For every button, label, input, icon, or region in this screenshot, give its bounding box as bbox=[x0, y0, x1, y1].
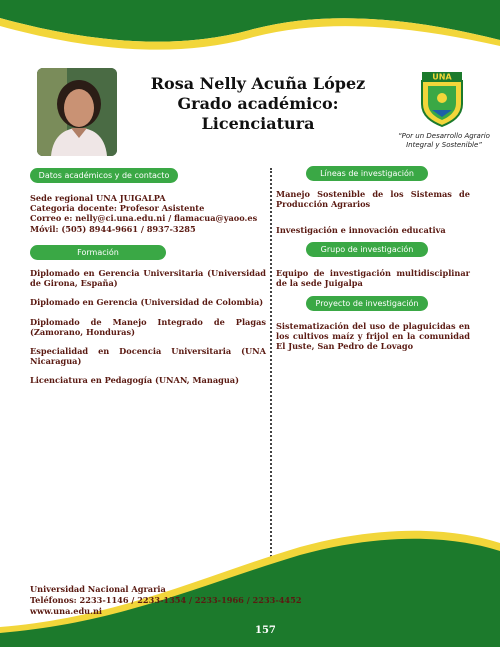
profile-name: Rosa Nelly Acuña López bbox=[150, 74, 366, 93]
contact-line: Móvil: (505) 8944-9661 / 8937-3285 bbox=[30, 223, 196, 234]
formacion-item: Diplomado de Manejo Integrado de Plagas (Zamorano, Honduras) bbox=[30, 316, 266, 337]
formacion-item: Licenciatura en Pedagogía (UNAN, Managua) bbox=[30, 375, 239, 386]
grupo-item: Equipo de investigación multidisciplinar de la sede Juigalpa bbox=[276, 268, 470, 289]
lineas-item: Manejo Sostenible de los Sistemas de Producción Agrarios bbox=[276, 189, 470, 210]
lineas-item: Investigación e innovación educativa bbox=[276, 225, 446, 236]
university-logo bbox=[416, 70, 468, 128]
formacion-item: Diplomado en Gerencia Universitaria (Universidad de Girona, España) bbox=[30, 268, 266, 289]
footer-institution: Universidad Nacional Agraria bbox=[30, 584, 166, 594]
motto-line-1: “Por un Desarrollo Agrario bbox=[398, 132, 490, 140]
formacion-section-title: Formación bbox=[30, 245, 166, 260]
formacion-list bbox=[30, 268, 266, 386]
contact-line: Correo e: nelly@ci.una.edu.ni / flamacua@yaoo.es bbox=[30, 213, 258, 224]
top-wave-decoration bbox=[0, 0, 500, 70]
profile-degree: Grado académico: Licenciatura bbox=[177, 94, 339, 133]
grupo-list bbox=[276, 268, 470, 288]
contact-line: Categoria docente: Profesor Asistente bbox=[30, 203, 205, 214]
university-motto bbox=[390, 132, 498, 150]
footer-phones: Teléfonos: 2233-1146 / 2233-1354 / 2233-1966 / 2233-4452 bbox=[30, 595, 302, 606]
formacion-item: Diplomado en Gerencia (Universidad de Colombia) bbox=[30, 297, 264, 308]
proyecto-list bbox=[276, 321, 470, 352]
lineas-list bbox=[276, 189, 470, 236]
contact-line: Sede regional UNA JUIGALPA bbox=[30, 193, 166, 203]
logo-text: UNA bbox=[432, 72, 452, 82]
profile-header bbox=[128, 74, 388, 134]
formacion-item: Especialidad en Docencia Universitaria (UNA Nicaragua) bbox=[30, 346, 266, 367]
bottom-wave-decoration bbox=[0, 517, 500, 647]
proyecto-section-title: Proyecto de investigación bbox=[306, 296, 428, 311]
contact-section-title: Datos académicos y de contacto bbox=[30, 168, 178, 183]
lineas-section-title: Líneas de investigación bbox=[306, 166, 428, 181]
profile-photo bbox=[37, 68, 117, 156]
motto-line-2: Integral y Sostenible” bbox=[406, 141, 482, 149]
footer bbox=[30, 584, 302, 618]
footer-website: www.una.edu.ni bbox=[30, 606, 103, 617]
grupo-section-title: Grupo de investigación bbox=[306, 242, 428, 257]
contact-details bbox=[30, 193, 266, 234]
page-number: 157 bbox=[255, 625, 276, 636]
proyecto-item: Sistematización del uso de plaguicidas en los cultivos maíz y frijol en la comunidad El Juste, San Pedro de Lovago bbox=[276, 321, 470, 352]
